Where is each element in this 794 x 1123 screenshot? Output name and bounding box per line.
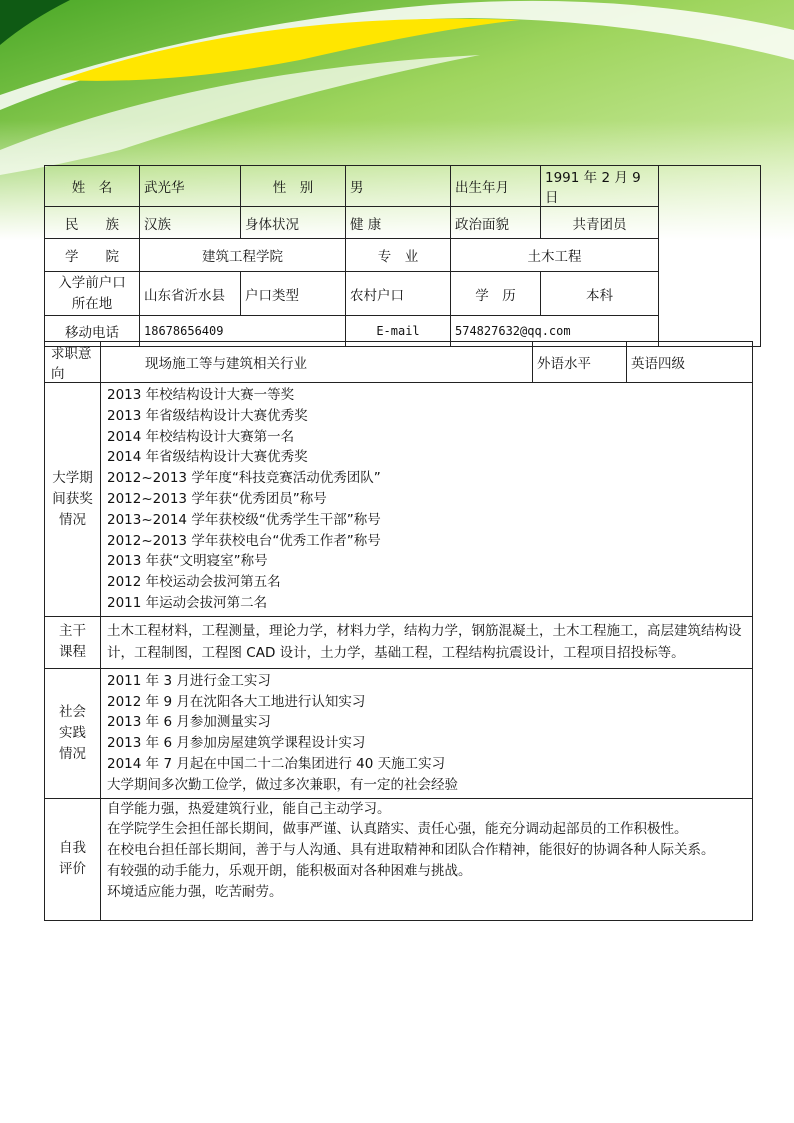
list-item: 2012~2013 学年度“科技竞赛活动优秀团队” — [107, 470, 381, 487]
politics-label: 政治面貌 — [451, 207, 541, 239]
list-item: 2012 年校运动会拔河第五名 — [107, 574, 281, 591]
practice-label-line: 情况 — [59, 745, 86, 762]
list-item: 2014 年校结构设计大赛第一名 — [107, 428, 295, 445]
practice-label — [45, 668, 101, 798]
birth-label: 出生年月 — [451, 166, 541, 207]
list-item: 在学院学生会担任部长期间，做事严谨、认真踏实、责任心强，能充分调动起部员的工作积极性。 — [107, 821, 688, 838]
ethnicity-value: 汉族 — [140, 207, 241, 239]
awards-list — [101, 383, 753, 617]
hukou-type-value: 农村户口 — [346, 272, 451, 316]
language-label: 外语水平 — [533, 342, 627, 383]
hukou-label — [45, 272, 140, 316]
college-value: 建筑工程学院 — [140, 239, 346, 272]
evaluation-label — [45, 798, 101, 920]
phone-label: 移动电话 — [45, 316, 140, 347]
gender-value: 男 — [346, 166, 451, 207]
degree-value: 本科 — [541, 272, 659, 316]
degree-label: 学 历 — [451, 272, 541, 316]
health-label: 身体状况 — [241, 207, 346, 239]
gender-label: 性 别 — [241, 166, 346, 207]
awards-label-line: 大学期 — [52, 469, 93, 486]
courses-text: 土木工程材料，工程测量，理论力学，材料力学，结构力学，钢筋混凝土，土木工程施工，高层建筑结构设计，工程制图，工程图 CAD 设计，土力学，基础工程，工程结构抗震设计，工程项目招投标等。 — [101, 616, 753, 668]
birth-value: 1991 年 2 月 9 日 — [541, 166, 659, 207]
list-item: 2013 年省级结构设计大赛优秀奖 — [107, 407, 308, 424]
major-label: 专 业 — [346, 239, 451, 272]
photo-area — [659, 166, 761, 347]
practice-label-line: 实践 — [59, 724, 86, 741]
evaluation-list — [101, 798, 753, 920]
courses-label-line: 主干 — [59, 623, 86, 640]
list-item: 2013 年校结构设计大赛一等奖 — [107, 387, 295, 403]
list-item: 2012~2013 学年获校电台“优秀工作者”称号 — [107, 532, 381, 549]
list-item: 2012~2013 学年获“优秀团员”称号 — [107, 490, 327, 507]
detail-table — [44, 341, 753, 921]
list-item: 2011 年运动会拔河第二名 — [107, 594, 268, 611]
name-value: 武光华 — [140, 166, 241, 207]
awards-label-line: 间获奖 — [52, 490, 93, 507]
evaluation-label-line: 评价 — [59, 861, 86, 878]
list-item: 2014 年省级结构设计大赛优秀奖 — [107, 449, 308, 466]
phone-value: 18678656409 — [140, 316, 346, 347]
awards-label — [45, 383, 101, 617]
list-item: 有较强的动手能力，乐观开朗，能积极面对各种困难与挑战。 — [107, 862, 472, 879]
practice-list — [101, 668, 753, 798]
intent-value: 现场施工等与建筑相关行业 — [101, 342, 533, 383]
list-item: 2011 年 3 月进行金工实习 — [107, 672, 271, 689]
major-value: 土木工程 — [451, 239, 659, 272]
list-item: 2013~2014 学年获校级“优秀学生干部”称号 — [107, 511, 381, 528]
ethnicity-label: 民 族 — [45, 207, 140, 239]
courses-label — [45, 616, 101, 668]
hukou-value: 山东省沂水县 — [140, 272, 241, 316]
college-label: 学 院 — [45, 239, 140, 272]
courses-label-line: 课程 — [59, 644, 86, 661]
list-item: 2013 年获“文明寝室”称号 — [107, 553, 268, 570]
hukou-label-line-2: 所在地 — [71, 295, 113, 312]
awards-label-line: 情况 — [59, 511, 86, 528]
practice-label-line: 社会 — [59, 703, 86, 720]
list-item: 2014 年 7 月起在中国二十二冶集团进行 40 天施工实习 — [107, 755, 446, 772]
email-label: E-mail — [346, 316, 451, 347]
evaluation-label-line: 自我 — [59, 840, 86, 857]
list-item: 在校电台担任部长期间，善于与人沟通、具有进取精神和团队合作精神，能很好的协调各种人际关系。 — [107, 842, 715, 859]
list-item: 2013 年 6 月参加房屋建筑学课程设计实习 — [107, 735, 366, 752]
info-table — [44, 165, 761, 347]
politics-value: 共青团员 — [541, 207, 659, 239]
list-item: 2012 年 9 月在沈阳各大工地进行认知实习 — [107, 693, 366, 710]
intent-label: 求职意向 — [45, 342, 101, 383]
list-item: 自学能力强，热爱建筑行业，能自己主动学习。 — [107, 800, 391, 817]
list-item: 大学期间多次勤工俭学，做过多次兼职，有一定的社会经验 — [107, 776, 458, 793]
email-value: 574827632@qq.com — [451, 316, 659, 347]
hukou-type-label: 户口类型 — [241, 272, 346, 316]
health-value: 健 康 — [346, 207, 451, 239]
language-value: 英语四级 — [627, 342, 753, 383]
hukou-label-line-1: 入学前户口 — [58, 274, 126, 291]
list-item: 2013 年 6 月参加测量实习 — [107, 714, 271, 731]
name-label: 姓 名 — [45, 166, 140, 207]
list-item: 环境适应能力强，吃苦耐劳。 — [107, 883, 283, 900]
